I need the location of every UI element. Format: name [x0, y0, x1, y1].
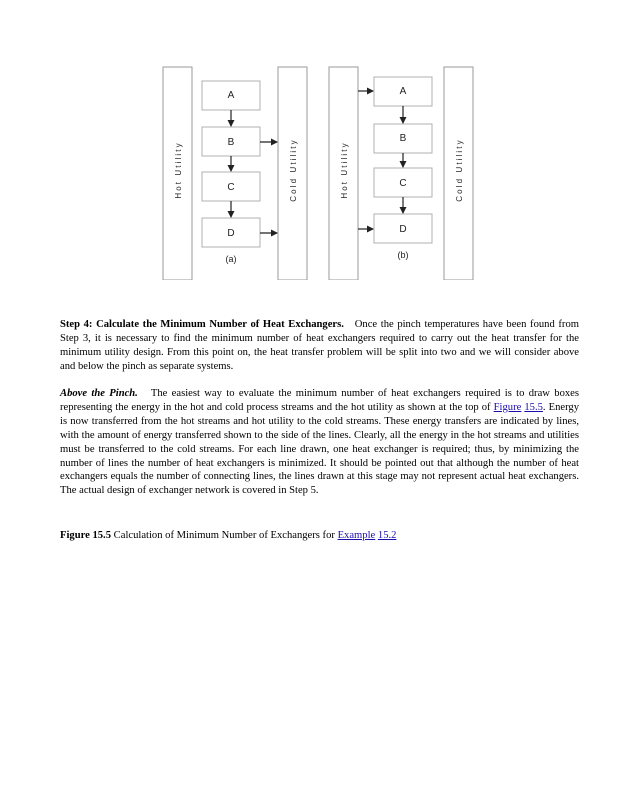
exchanger-diagram: [160, 64, 480, 280]
step4-heading: Step 4: Calculate the Minimum Number of Heat Exchangers.: [60, 319, 344, 330]
panel-a-caption: (a): [225, 254, 237, 264]
node-a-label: A: [227, 90, 235, 101]
figure-caption: [60, 529, 579, 543]
figure-caption-label: Figure 15.5: [60, 530, 112, 541]
panel-b: [329, 67, 473, 280]
above-pinch-body-start: The easiest way to evaluate the minimum number of heat exchangers required is to draw boxes representing the energy in the hot and cold process streams and the hot utility as shown at the top of: [60, 388, 579, 413]
step4-body: Once the pinch temperatures have been found from Step 3, it is necessary to find the minimum number of heat exchangers required to carry out the heat transfer for the minimum utility design. From this point on, the heat transfer problem will be split into two and we will consider above and below the pinch as separate systems.: [60, 319, 579, 372]
figure-link[interactable]: Figure: [493, 401, 522, 413]
above-pinch-body-end: . Energy is now transferred from the hot streams and hot utility to the cold streams. These energy transfers are indicated by lines, with the amount of energy transferred shown to the side of the lines. Clearly, all the energy in the hot streams and utilities must be transferred to the cold streams. For each line drawn, one heat exchanger is required; thus, by minimizing the number of lines the number of heat exchangers is minimized. It should be pointed out that although the number of heat exchangers equals the number of connecting lines, the lines drawn at this stage may not represent actual heat exchangers. The actual design of exchanger network is covered in Step 5.: [60, 401, 579, 497]
node-d-label-b: D: [399, 224, 407, 235]
example-link[interactable]: Example: [337, 530, 376, 541]
example-number-link[interactable]: 15.2: [377, 530, 397, 541]
figure-15-5-diagram: [160, 64, 480, 280]
step4-paragraph: [60, 318, 579, 374]
panel-b-caption: (b): [397, 250, 409, 260]
cold-utility-label-b: Cold Utility: [455, 138, 464, 202]
node-b-label: B: [227, 137, 235, 148]
hot-utility-label-a: Hot Utility: [174, 141, 183, 199]
node-d-label: D: [227, 228, 235, 239]
node-a-label-b: A: [399, 86, 407, 97]
above-pinch-paragraph: [60, 387, 579, 498]
node-c-label-b: C: [399, 178, 407, 189]
figure-caption-text: Calculation of Minimum Number of Exchangers for: [113, 530, 335, 541]
figure-number-link[interactable]: 15.5: [524, 401, 543, 413]
above-pinch-heading: Above the Pinch.: [60, 388, 138, 399]
cold-utility-label-a: Cold Utility: [289, 138, 298, 202]
hot-utility-label-b: Hot Utility: [340, 141, 349, 199]
node-b-label-b: B: [399, 133, 407, 144]
node-c-label: C: [227, 182, 235, 193]
panel-a: [163, 67, 307, 280]
